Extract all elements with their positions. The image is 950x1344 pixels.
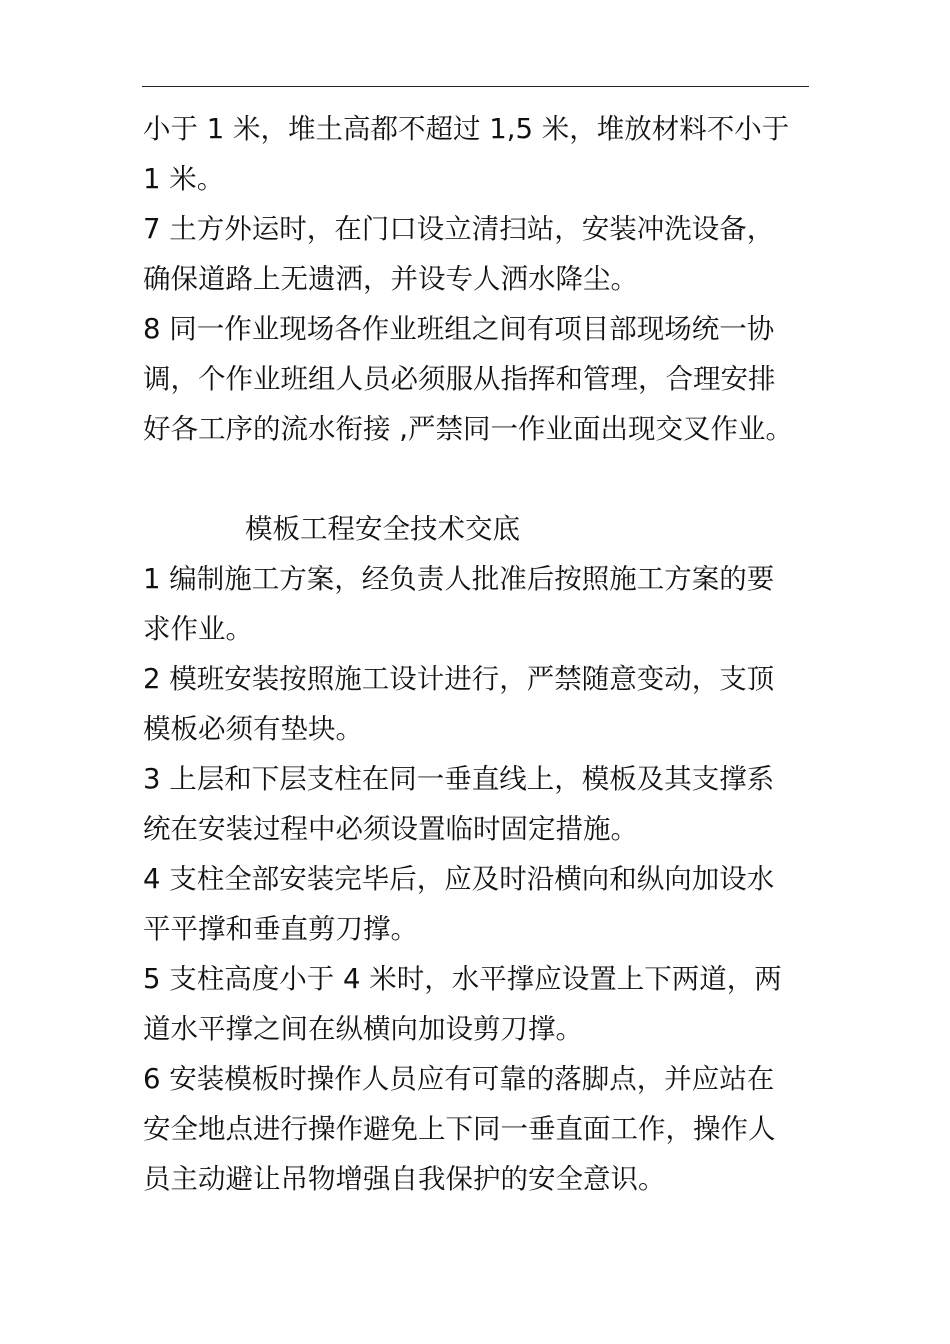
text-line: 小于 1 米，堆土高都不超过 1,5 米，堆放材料不小于 bbox=[143, 113, 790, 145]
text-line: 1 编制施工方案，经负责人批准后按照施工方案的要 bbox=[143, 563, 775, 595]
text-line: 5 支柱高度小于 4 米时，水平撑应设置上下两道，两 bbox=[143, 963, 782, 995]
text-line: 8 同一作业现场各作业班组之间有项目部现场统一协 bbox=[143, 313, 775, 345]
text-line: 平平撑和垂直剪刀撑。 bbox=[143, 913, 418, 945]
text-line: 员主动避让吊物增强自我保护的安全意识。 bbox=[143, 1163, 666, 1195]
header-rule bbox=[142, 86, 809, 87]
text-line: 道水平撑之间在纵横向加设剪刀撑。 bbox=[143, 1013, 583, 1045]
text-line: 安全地点进行操作避免上下同一垂直面工作，操作人 bbox=[143, 1113, 776, 1145]
paragraph-gap bbox=[143, 454, 813, 504]
text-line: 7 土方外运时，在门口设立清扫站，安装冲洗设备， bbox=[143, 213, 775, 245]
text-line: 好各工序的流水衔接 ,严禁同一作业面出现交叉作业。 bbox=[143, 413, 793, 445]
text-line: 2 模班安装按照施工设计进行，严禁随意变动，支顶 bbox=[143, 663, 775, 695]
text-line: 统在安装过程中必须设置临时固定措施。 bbox=[143, 813, 638, 845]
text-line: 3 上层和下层支柱在同一垂直线上，模板及其支撑系 bbox=[143, 763, 775, 795]
text-line: 1 米。 bbox=[143, 163, 225, 195]
text-line: 4 支柱全部安装完毕后，应及时沿横向和纵向加设水 bbox=[143, 863, 775, 895]
text-line: 求作业。 bbox=[143, 613, 253, 645]
text-line: 模板必须有垫块。 bbox=[143, 713, 363, 745]
document-body bbox=[143, 104, 813, 1204]
text-line: 调，个作业班组人员必须服从指挥和管理，合理安排 bbox=[143, 363, 776, 395]
section-title: 模板工程安全技术交底 bbox=[245, 513, 520, 545]
text-line: 确保道路上无遗洒，并设专人洒水降尘。 bbox=[143, 263, 638, 295]
text-line: 6 安装模板时操作人员应有可靠的落脚点，并应站在 bbox=[143, 1063, 775, 1095]
